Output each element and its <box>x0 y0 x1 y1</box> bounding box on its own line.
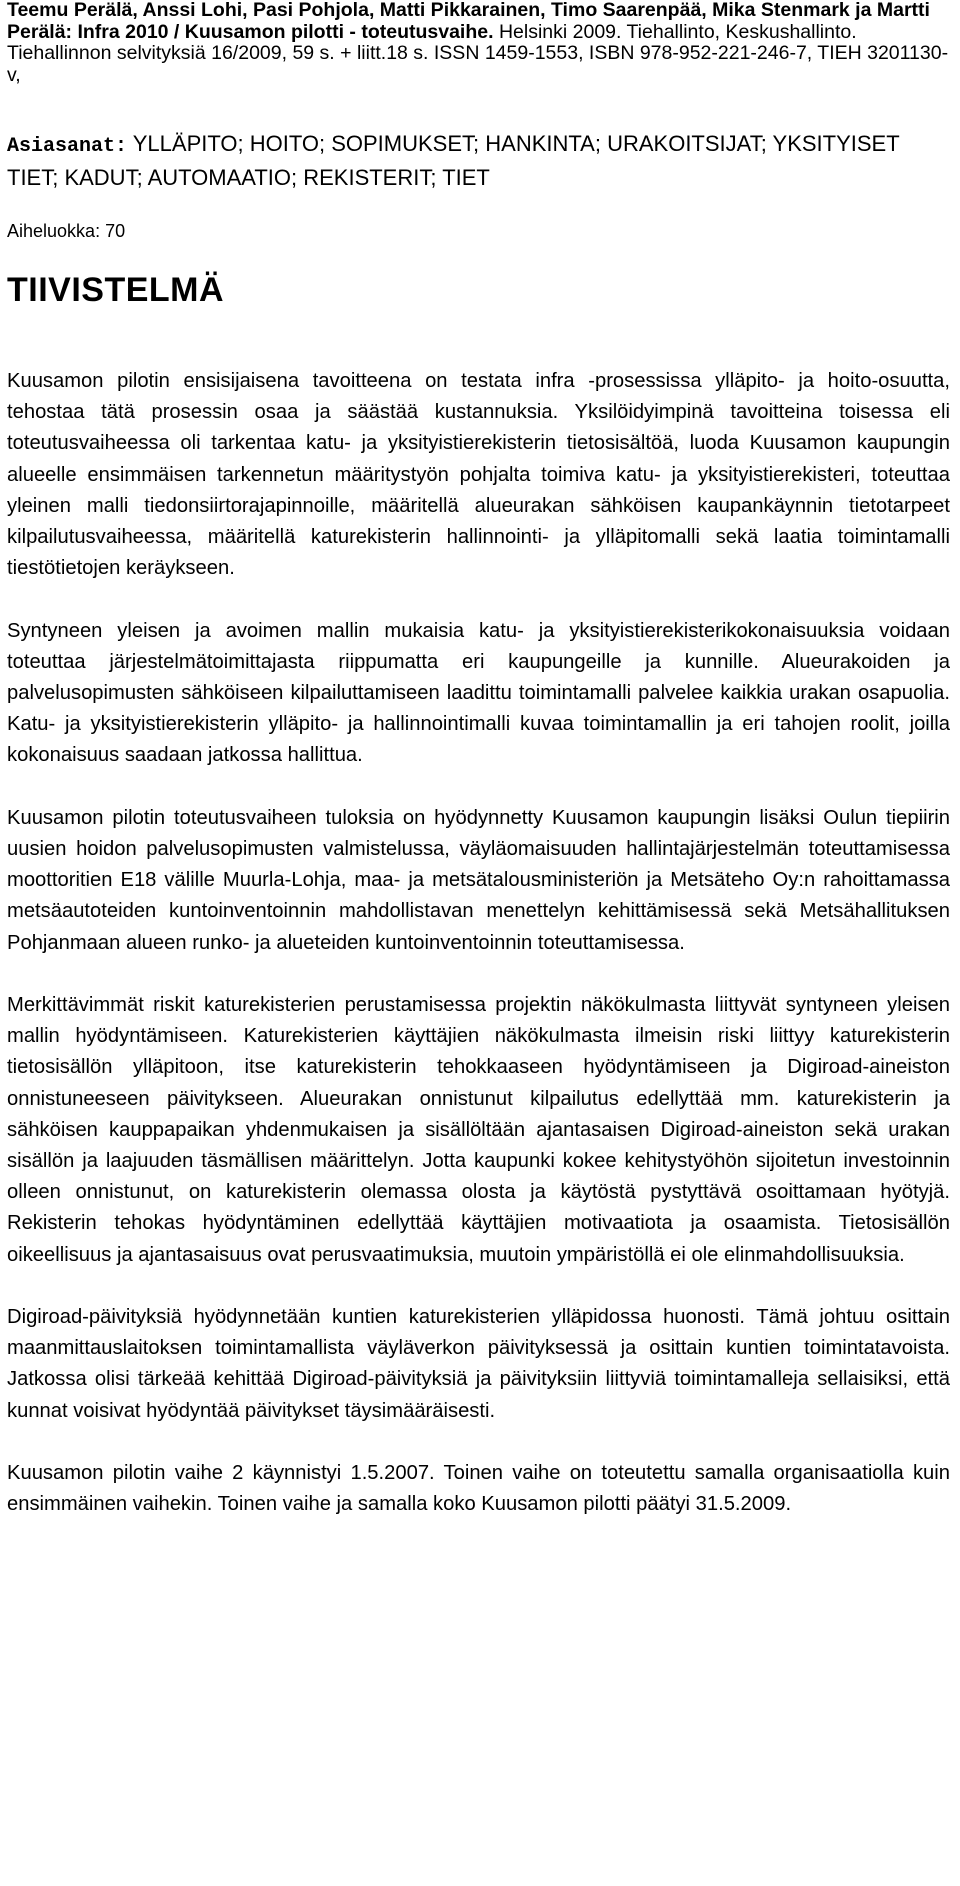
category-label: Aiheluokka <box>7 221 96 241</box>
keywords-label: Asiasanat: <box>7 135 128 158</box>
keywords-value: YLLÄPITO; HOITO; SOPIMUKSET; HANKINTA; URAKOITSIJAT; YKSITYISET TIET; KADUT; AUTOMAATIO; REKISTERIT; TIET <box>7 131 900 190</box>
keywords-block <box>7 128 952 193</box>
category-line: Aiheluokka: 70 <box>7 221 126 241</box>
bibliographic-citation <box>7 0 952 86</box>
summary-paragraph: Digiroad-päivityksiä hyödynnetään kuntien katurekisterien ylläpidossa huonosti. Tämä johtuu osittain maanmittauslaitoksen toimintamallista väyläverkon päivityksessä ja osittain kuntien toimintatavoista. Jatkossa olisi tärkeää kehittää Digiroad-päivityksiä ja päivityksiin liittyviä toimintamalleja sellaisiksi, että kunnat voisivat hyödyntää päivitykset täysimääräisesti. <box>7 1306 950 1422</box>
summary-paragraph: Syntyneen yleisen ja avoimen mallin mukaisia katu- ja yksityistierekisterikokonaisuuksia voidaan toteuttaa järjestelmätoimittajasta riippumatta eri kaupungeille ja kunnille. Alueurakoiden ja palvelusopimusten sähköiseen kilpailuttamiseen laadittu toimintamalli palvelee kaikkia urakan osapuolia. Katu- ja yksityistierekisterin ylläpito- ja hallinnointimalli kuvaa toimintamallin ja eri tahojen roolit, joilla kokonaisuus saadaan jatkossa hallittua. <box>7 619 950 767</box>
category-value: 70 <box>105 221 126 241</box>
summary-paragraph: Kuusamon pilotin ensisijaisena tavoitteena on testata infra -prosessissa ylläpito- ja hoito-osuutta, tehostaa tätä prosessin osaa ja säästää kustannuksia. Yksilöidyimpinä tavoitteina toisessa eli toteutusvaiheessa oli tarkentaa katu- ja yksityistierekisterin tietosisältöä, luoda Kuusamon kaupungin alueelle ensimmäisen tarkennetun määritystyön pohjalta toimiva katu- ja yksityistierekisteri, toteuttaa yleinen malli tiedonsiirtorajapinnoille, määritellä alueurakan sähköisen kaupankäynnin tietotarpeet kilpailutusvaiheessa, määritellä katurekisterin hallinnointi- ja ylläpitomalli sekä laatia toimintamalli tiestötietojen keräykseen. <box>7 370 950 580</box>
summary-paragraph: Kuusamon pilotin toteutusvaiheen tuloksia on hyödynnetty Kuusamon kaupungin lisäksi Oulun tiepiirin uusien hoidon palvelusopimusten valmistelussa, väyläomaisuuden hallintajärjestelmän toteuttamisessa moottoritien E18 välille Muurla-Lohja, maa- ja metsätalousministeriön ja Metsäteho Oy:n rahoittamassa metsäautoteiden kuntoinventoinnin mahdollistavan menettelyn kehittämisessä sekä Metsähallituksen Pohjanmaan alueen runko- ja alueteiden kuntoinventoinnin toteuttamisessa. <box>7 806 950 954</box>
summary-paragraph: Merkittävimmät riskit katurekisterien perustamisessa projektin näkökulmasta liittyvät syntyneen yleisen mallin hyödyntämiseen. Katurekisterien käyttäjien näkökulmasta ilmeisin riski liittyy katurekisterin tietosisällön ylläpitoon, itse katurekisterin tehokkaaseen hyödyntämiseen ja Digiroad-aineiston onnistuneeseen päivitykseen. Alueurakan onnistunut kilpailutus edellyttää mm. katurekisterin ja sähköisen kauppapaikan yhdenmukaisen ja sisällöltään ajantasaisen Digiroad-aineiston sekä urakan sisällön ja laajuuden täsmällisen määrittelyn. Jotta kaupunki kokee kehitystyöhön sijoitetun investoinnin olleen onnistunut, on katurekisterin olemassa olosta ja käytöstä pystyttävä osoittamaan hyötyjä. Rekisterin tehokas hyödyntäminen edellyttää käyttäjien motivaatiota ja osaamista. Tietosisällön oikeellisuus ja ajantasaisuus ovat perusvaatimuksia, muutoin ympäristöllä ei ole elinmahdollisuuksia. <box>7 994 950 1266</box>
summary-heading: TIIVISTELMÄ <box>7 271 225 309</box>
summary-paragraph: Kuusamon pilotin vaihe 2 käynnistyi 1.5.2007. Toinen vaihe on toteutettu samalla organisaatiolla kuin ensimmäinen vaihekin. Toinen vaihe ja samalla koko Kuusamon pilotti päätyi 31.5.2009. <box>7 1462 950 1516</box>
citation-authors-title: Teemu Perälä, Anssi Lohi, Pasi Pohjola, Matti Pikkarainen, Timo Saarenpää, Mika Stenmark ja Martti Perälä: Infra 2010 / Kuusamon pilotti - toteutusvaihe. <box>7 0 930 43</box>
citation-publication-details: Helsinki 2009. Tiehallinto, Keskushallinto. Tiehallinnon selvityksiä 16/2009, 59 s. + liitt.18 s. ISSN 1459-1553, ISBN 978-952-221-246-7, TIEH 3201130-v, <box>7 20 949 86</box>
summary-body <box>7 366 950 1552</box>
